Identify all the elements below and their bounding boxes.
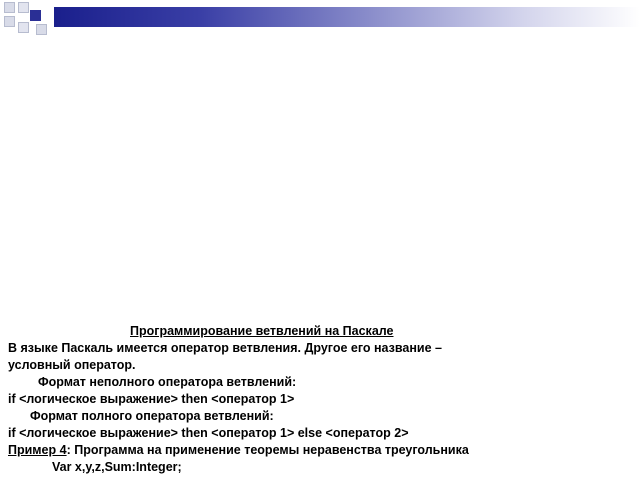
header-decoration <box>0 0 640 34</box>
incomplete-format-label: Формат неполного оператора ветвлений: <box>38 375 297 389</box>
decor-square <box>18 2 29 13</box>
example-label: Пример 4 <box>8 443 67 457</box>
decor-square <box>36 24 47 35</box>
decor-square <box>30 10 41 21</box>
decor-square <box>18 22 29 33</box>
example-heading <box>8 442 634 459</box>
intro-text-line-2: условный оператор. <box>8 358 136 372</box>
header-gradient-bar <box>54 7 640 27</box>
intro-text-line-1: В языке Паскаль имеется оператор ветвления. Другое его название – <box>8 341 442 355</box>
slide-title: Программирование ветвлений на Паскале <box>130 324 394 338</box>
decor-square <box>4 2 15 13</box>
complete-format-syntax: if <логическое выражение> then <оператор 1> else <оператор 2> <box>8 426 409 440</box>
code-line: Var x,y,z,Sum:Integer; <box>52 460 182 474</box>
complete-format-label: Формат полного оператора ветвлений: <box>30 409 274 423</box>
example-text: : Программа на применение теоремы неравенства треугольника <box>66 443 469 457</box>
decor-square <box>4 16 15 27</box>
incomplete-format-syntax: if <логическое выражение> then <оператор 1> <box>8 392 295 406</box>
slide-body <box>8 323 634 476</box>
